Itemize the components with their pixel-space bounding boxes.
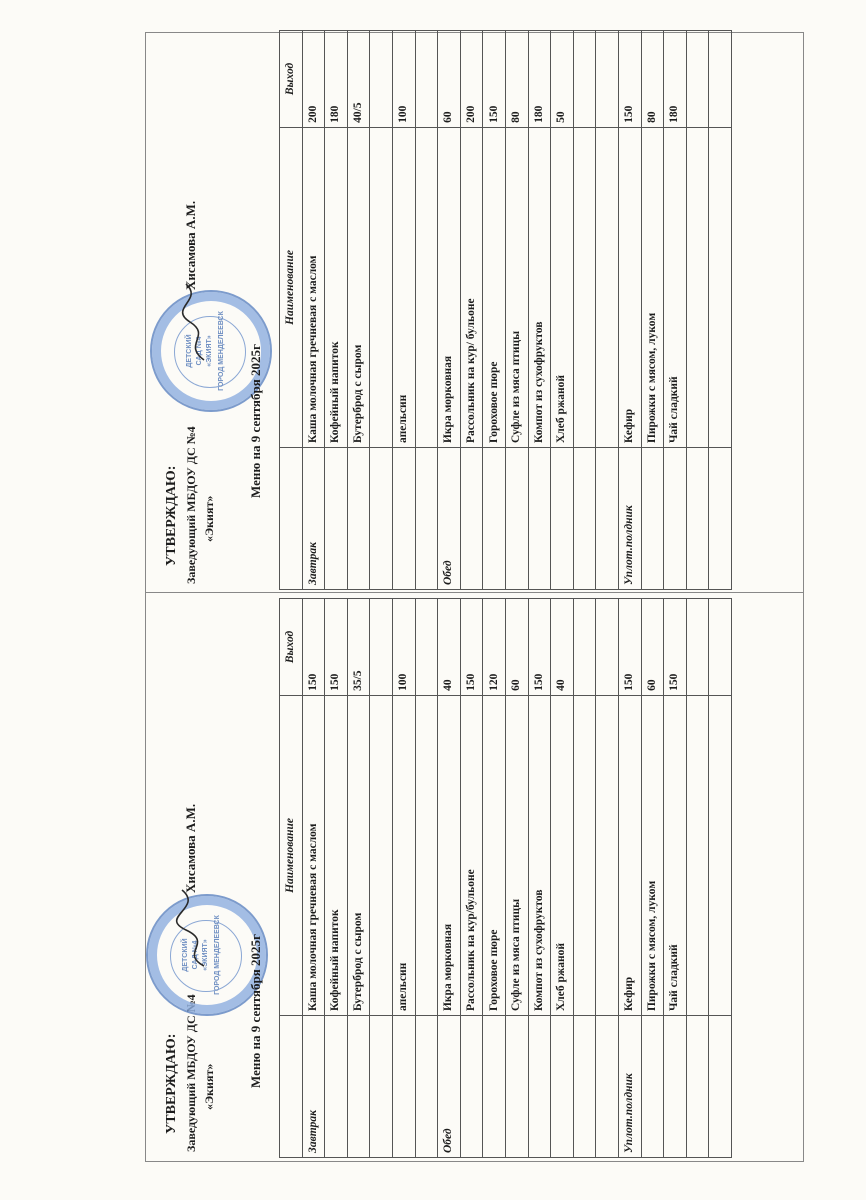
table-row <box>686 31 709 590</box>
head-position: Заведующий МБДОУ ДС №4 <box>184 426 198 584</box>
table-row <box>370 31 393 590</box>
cell-meal <box>483 1016 506 1158</box>
signer-name: Хисамова А.М. <box>183 803 198 893</box>
cell-output <box>686 31 709 128</box>
organization-name: «Экият» <box>202 495 216 542</box>
approval-title: УТВЕРЖДАЮ: <box>164 465 179 566</box>
cell-meal: Завтрак <box>302 1016 325 1158</box>
cell-output: 180 <box>528 31 551 128</box>
table-row <box>505 31 528 590</box>
cell-dish-name: Суфле из мяса птицы <box>505 695 528 1015</box>
table-row <box>573 599 596 1158</box>
table-row <box>573 31 596 590</box>
cell-output: 60 <box>438 31 461 128</box>
table-row <box>438 31 461 590</box>
cell-dish-name: Компот из сухофруктов <box>528 127 551 447</box>
cell-meal <box>596 1016 619 1158</box>
cell-meal <box>528 1016 551 1158</box>
cell-output: 200 <box>460 31 483 128</box>
table-row <box>664 599 687 1158</box>
menu-panel-right <box>146 30 804 590</box>
cell-output <box>573 31 596 128</box>
cell-meal <box>641 1016 664 1158</box>
table-row <box>415 31 438 590</box>
cell-output: 150 <box>302 599 325 696</box>
cell-output <box>415 599 438 696</box>
table-header-row <box>280 31 303 590</box>
cell-output <box>686 599 709 696</box>
cell-dish-name <box>709 127 732 447</box>
signature <box>174 888 214 968</box>
cell-output: 150 <box>618 31 641 128</box>
column-header-name: Наименование <box>280 695 303 1015</box>
table-row <box>483 599 506 1158</box>
table-row <box>392 31 415 590</box>
cell-meal <box>641 448 664 590</box>
cell-meal: Уплот.полдник <box>618 1016 641 1158</box>
cell-dish-name: Икра морковная <box>438 127 461 447</box>
table-row <box>302 31 325 590</box>
table-row <box>641 31 664 590</box>
table-row <box>551 599 574 1158</box>
stamp-line: САД №4 <box>192 940 199 970</box>
cell-output: 150 <box>528 599 551 696</box>
cell-dish-name: Бутерброд с сыром <box>347 127 370 447</box>
cell-meal <box>325 1016 348 1158</box>
cell-output: 60 <box>505 599 528 696</box>
cell-dish-name: Компот из сухофруктов <box>528 695 551 1015</box>
cell-output: 100 <box>392 599 415 696</box>
menu-date: Меню на 9 сентября 2025г <box>248 344 263 498</box>
cell-dish-name: Бутерброд с сыром <box>347 695 370 1015</box>
cell-meal <box>347 448 370 590</box>
cell-output: 40 <box>438 599 461 696</box>
table-row <box>483 31 506 590</box>
cell-meal <box>686 1016 709 1158</box>
cell-meal <box>686 448 709 590</box>
cell-output: 120 <box>483 599 506 696</box>
table-row <box>709 31 732 590</box>
cell-meal <box>596 448 619 590</box>
cell-meal: Обед <box>438 1016 461 1158</box>
signer-name: Хисамова А.М. <box>183 200 198 290</box>
cell-dish-name <box>573 127 596 447</box>
cell-output: 40 <box>551 599 574 696</box>
cell-dish-name: Гороховое пюре <box>483 127 506 447</box>
table-row <box>528 599 551 1158</box>
table-row <box>325 31 348 590</box>
table-row <box>686 599 709 1158</box>
cell-dish-name: апельсин <box>392 127 415 447</box>
organization-name: «Экият» <box>202 1063 216 1110</box>
cell-dish-name: Хлеб ржаной <box>551 695 574 1015</box>
cell-output: 200 <box>302 31 325 128</box>
stamp-line: ГОРОД МЕНДЕЛЕЕВСК <box>218 311 225 391</box>
cell-output: 150 <box>664 599 687 696</box>
cell-dish-name: Каша молочная гречневая с маслом <box>302 695 325 1015</box>
cell-output: 180 <box>325 31 348 128</box>
table-row <box>596 31 619 590</box>
cell-output: 150 <box>325 599 348 696</box>
cell-dish-name: Суфле из мяса птицы <box>505 127 528 447</box>
cell-output: 150 <box>483 31 506 128</box>
stamp-line: «ЭКИЯТ» <box>206 335 213 367</box>
stamp-line: ДЕТСКИЙ <box>182 938 189 972</box>
cell-dish-name <box>415 127 438 447</box>
menu-table <box>279 30 732 590</box>
cell-dish-name <box>686 695 709 1015</box>
table-row <box>664 31 687 590</box>
cell-output: 180 <box>664 31 687 128</box>
cell-dish-name <box>686 127 709 447</box>
menu-table <box>279 598 732 1158</box>
cell-output: 150 <box>618 599 641 696</box>
cell-meal <box>392 448 415 590</box>
cell-meal: Обед <box>438 448 461 590</box>
menu-table-body <box>302 31 731 590</box>
cell-meal <box>551 448 574 590</box>
cell-dish-name <box>596 127 619 447</box>
cell-meal <box>460 448 483 590</box>
cell-dish-name: Икра морковная <box>438 695 461 1015</box>
cell-dish-name: Кефир <box>618 695 641 1015</box>
cell-output <box>596 31 619 128</box>
cell-output <box>573 599 596 696</box>
cell-meal <box>483 448 506 590</box>
cell-output: 80 <box>641 31 664 128</box>
cell-dish-name: Рассольник на кур/бульоне <box>460 695 483 1015</box>
stamp-line: «ЭКИЯТ» <box>202 939 209 971</box>
stamp-line: САД №4 <box>196 336 203 366</box>
approval-title: УТВЕРЖДАЮ: <box>164 1033 179 1134</box>
cell-meal <box>370 448 393 590</box>
cell-dish-name: Гороховое пюре <box>483 695 506 1015</box>
table-row <box>460 31 483 590</box>
table-row <box>325 599 348 1158</box>
cell-output: 35/5 <box>347 599 370 696</box>
cell-dish-name: Пирожки с мясом, луком <box>641 127 664 447</box>
cell-meal <box>415 448 438 590</box>
head-position: Заведующий МБДОУ ДС №4 <box>184 994 198 1152</box>
table-row <box>528 31 551 590</box>
cell-dish-name <box>596 695 619 1015</box>
cell-output: 60 <box>641 599 664 696</box>
cell-meal <box>664 1016 687 1158</box>
table-row <box>438 599 461 1158</box>
cell-meal <box>347 1016 370 1158</box>
cell-meal: Уплот.полдник <box>618 448 641 590</box>
column-header-name: Наименование <box>280 127 303 447</box>
column-header-output: Выход <box>280 31 303 128</box>
cell-dish-name: Каша молочная гречневая с маслом <box>302 127 325 447</box>
cell-meal <box>573 448 596 590</box>
cell-dish-name: Хлеб ржаной <box>551 127 574 447</box>
cell-meal <box>325 448 348 590</box>
column-header-output: Выход <box>280 599 303 696</box>
cell-meal <box>709 1016 732 1158</box>
signature <box>176 282 216 362</box>
cell-dish-name <box>415 695 438 1015</box>
cell-dish-name: Рассольник на кур/ бульоне <box>460 127 483 447</box>
cell-dish-name: апельсин <box>392 695 415 1015</box>
cell-meal <box>505 448 528 590</box>
table-row <box>392 599 415 1158</box>
cell-output: 150 <box>460 599 483 696</box>
column-header-meal <box>280 448 303 590</box>
cell-output: 100 <box>392 31 415 128</box>
approval-header <box>146 598 296 1158</box>
cell-meal <box>392 1016 415 1158</box>
table-row <box>460 599 483 1158</box>
cell-dish-name: Кофейный напиток <box>325 695 348 1015</box>
cell-meal <box>551 1016 574 1158</box>
cell-meal <box>370 1016 393 1158</box>
table-row <box>618 599 641 1158</box>
table-row <box>347 31 370 590</box>
column-header-meal <box>280 1016 303 1158</box>
cell-output <box>370 31 393 128</box>
cell-output <box>370 599 393 696</box>
cell-dish-name <box>709 695 732 1015</box>
cell-output <box>596 599 619 696</box>
stamp-line: ГОРОД МЕНДЕЛЕЕВСК <box>214 915 221 995</box>
cell-meal <box>460 1016 483 1158</box>
menu-table-body <box>302 599 731 1158</box>
cell-dish-name <box>370 127 393 447</box>
cell-meal: Завтрак <box>302 448 325 590</box>
table-row <box>618 31 641 590</box>
cell-dish-name: Пирожки с мясом, луком <box>641 695 664 1015</box>
page-divider <box>145 592 804 593</box>
stamp-line: ДЕТСКИЙ <box>186 334 193 368</box>
cell-output: 50 <box>551 31 574 128</box>
cell-output: 80 <box>505 31 528 128</box>
cell-output <box>415 31 438 128</box>
table-row <box>302 599 325 1158</box>
cell-output <box>709 31 732 128</box>
cell-meal <box>709 448 732 590</box>
table-row <box>347 599 370 1158</box>
cell-meal <box>664 448 687 590</box>
cell-output <box>709 599 732 696</box>
cell-output: 40/5 <box>347 31 370 128</box>
cell-meal <box>573 1016 596 1158</box>
cell-meal <box>528 448 551 590</box>
cell-dish-name: Кефир <box>618 127 641 447</box>
cell-dish-name <box>370 695 393 1015</box>
table-row <box>551 31 574 590</box>
approval-header <box>146 30 296 590</box>
table-row <box>596 599 619 1158</box>
cell-meal <box>415 1016 438 1158</box>
table-header-row <box>280 599 303 1158</box>
cell-dish-name: Чай сладкий <box>664 127 687 447</box>
table-row <box>709 599 732 1158</box>
table-row <box>415 599 438 1158</box>
cell-dish-name <box>573 695 596 1015</box>
table-row <box>370 599 393 1158</box>
cell-meal <box>505 1016 528 1158</box>
cell-dish-name: Чай сладкий <box>664 695 687 1015</box>
menu-date: Меню на 9 сентября 2025г <box>248 934 263 1088</box>
cell-dish-name: Кофейный напиток <box>325 127 348 447</box>
table-row <box>641 599 664 1158</box>
menu-panel-left <box>146 598 804 1158</box>
table-row <box>505 599 528 1158</box>
